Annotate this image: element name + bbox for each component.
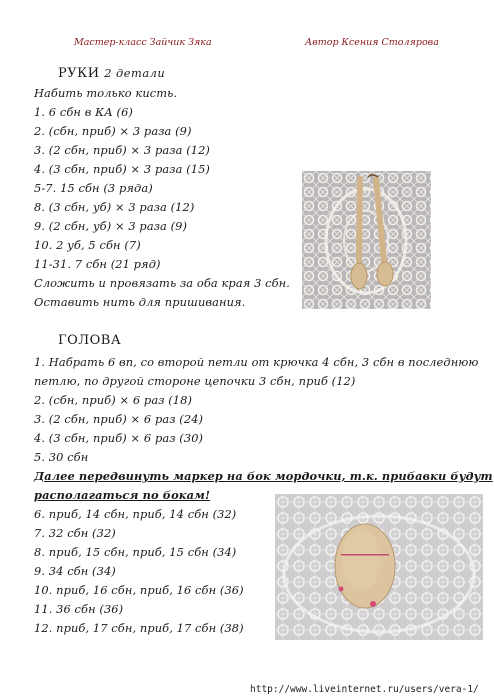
head-line: 8. приб, 15 сбн, приб, 15 сбн (34)	[34, 545, 237, 559]
arms-line: 11-31. 7 сбн (21 ряд)	[34, 257, 161, 271]
arms-line: 4. (3 сбн, приб) × 3 раза (15)	[34, 162, 210, 176]
header-left: Мастер-класс Зайчик Зяка	[74, 37, 212, 48]
head-line: 10. приб, 16 сбн, приб, 16 сбн (36)	[34, 583, 244, 597]
head-line: 3. (2 сбн, приб) × 6 раз (24)	[34, 412, 204, 426]
arms-line: Оставить нить для пришивания.	[34, 295, 246, 309]
head-line: 1. Набрать 6 вп, со второй петли от крючка 4 сбн, 3 сбн в последнюю	[34, 355, 479, 369]
head-line: 7. 32 сбн (32)	[34, 526, 116, 540]
arms-photo	[302, 171, 431, 309]
arms-line: 1. 6 сбн в КА (6)	[34, 105, 133, 119]
arms-title-text: РУКИ	[58, 66, 100, 81]
arms-line: 8. (3 сбн, уб) × 3 раза (12)	[34, 200, 195, 214]
arms-photo-art	[302, 171, 431, 309]
arms-line: 10. 2 уб, 5 сбн (7)	[34, 238, 141, 252]
head-line: 5. 30 сбн	[34, 450, 89, 464]
head-note: располагаться по бокам!	[34, 488, 211, 502]
arms-line: Набить только кисть.	[34, 86, 178, 100]
arms-line: 9. (2 сбн, уб) × 3 раза (9)	[34, 219, 188, 233]
head-line: 2. (сбн, приб) × 6 раз (18)	[34, 393, 193, 407]
head-line: петлю, по другой стороне цепочки 3 сбн, приб (12)	[34, 374, 356, 388]
head-photo	[275, 494, 483, 640]
head-line: 12. приб, 17 сбн, приб, 17 сбн (38)	[34, 621, 244, 635]
footer-url: http://www.liveinternet.ru/users/vera-1/	[250, 684, 479, 695]
head-photo-art	[275, 494, 483, 640]
arms-line: 2. (сбн, приб) × 3 раза (9)	[34, 124, 192, 138]
arms-subtitle: 2 детали	[104, 66, 166, 80]
arms-line: Сложить и провязать за оба края 3 сбн.	[34, 276, 290, 290]
head-line: 4. (3 сбн, приб) × 6 раз (30)	[34, 431, 204, 445]
head-title: ГОЛОВА	[58, 333, 122, 348]
header-right: Автор Ксения Столярова	[305, 37, 439, 48]
head-line: 11. 36 сбн (36)	[34, 602, 124, 616]
arms-line: 5-7. 15 сбн (3 ряда)	[34, 181, 153, 195]
arms-title	[58, 66, 165, 81]
head-line: 6. приб, 14 сбн, приб, 14 сбн (32)	[34, 507, 237, 521]
head-note: Далее передвинуть маркер на бок мордочки, т.к. прибавки будут	[34, 469, 493, 483]
head-line: 9. 34 сбн (34)	[34, 564, 116, 578]
arms-line: 3. (2 сбн, приб) × 3 раза (12)	[34, 143, 210, 157]
